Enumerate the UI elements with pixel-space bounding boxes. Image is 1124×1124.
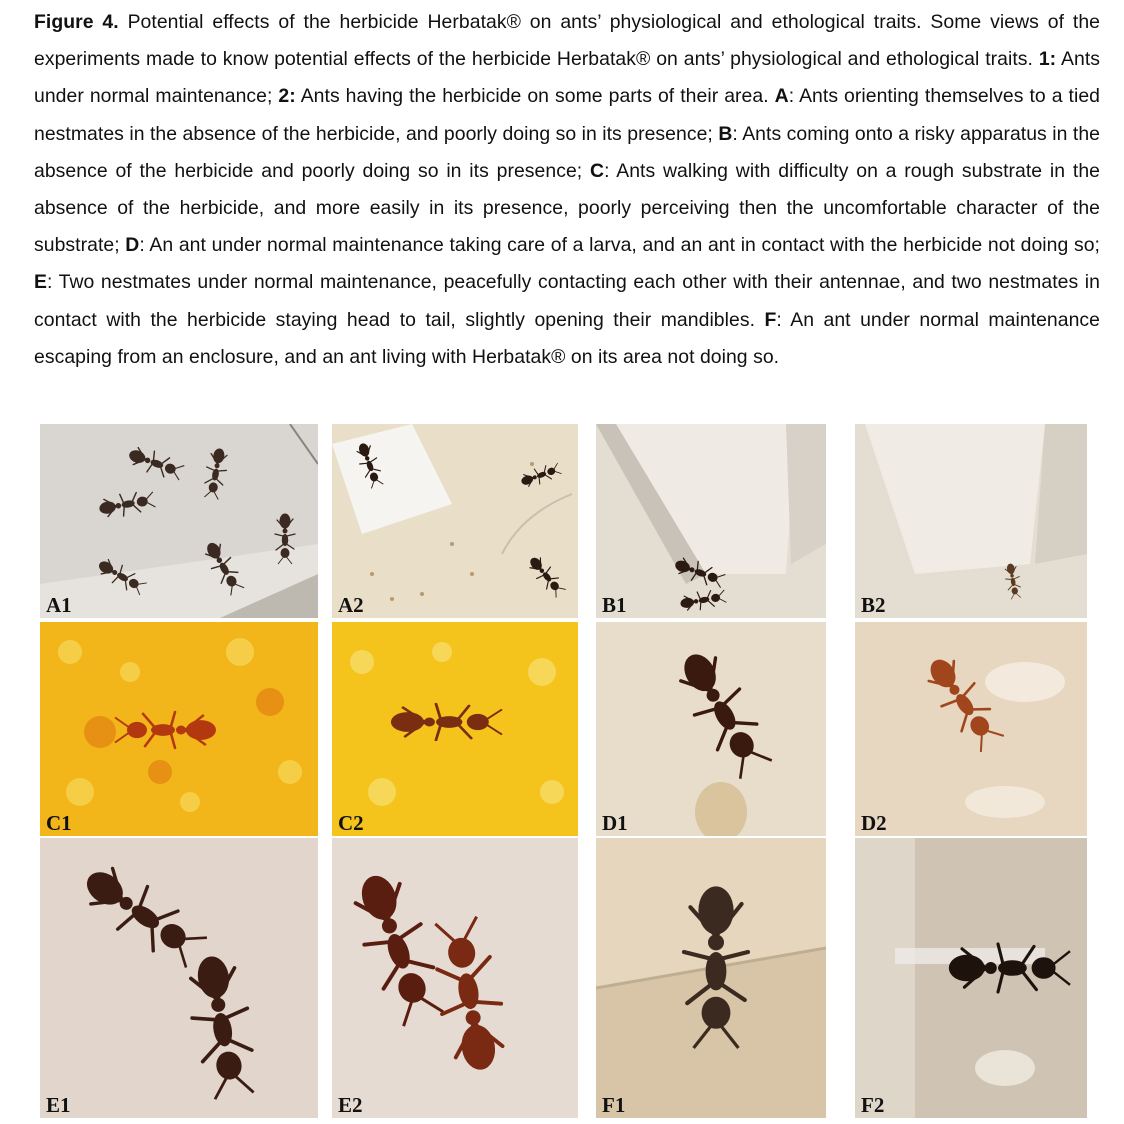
caption-key-b: B	[718, 122, 733, 145]
caption-text-e: : Two nestmates under normal maintenance, peacefully contacting each other with their antennae, and two nestmates in contact with the herbicide staying head to tail, slightly opening their mandibles.	[34, 271, 1100, 331]
panel-f1	[596, 838, 826, 1118]
panel-label-d1: D1	[602, 811, 628, 835]
figure-caption	[34, 4, 1100, 376]
photo-a1	[40, 424, 318, 618]
panel-label-f2: F2	[861, 1093, 885, 1117]
panel-a1	[40, 424, 318, 618]
caption-text-c: : Ants walking with difficulty on a rough substrate in the absence of the herbicide, and more easily in its presence, poorly perceiving then the uncomfortable character of the substrate;	[34, 159, 1100, 257]
caption-intro: Potential effects of the herbicide Herbatak® on ants’ physiological and ethological traits. Some views of the experiments made to know potential effects of the herbicide Herbatak® on ants’ physiological and ethological traits.	[34, 11, 1100, 71]
panel-a2	[332, 424, 578, 618]
panel-d1	[596, 622, 826, 836]
panel-label-c2: C2	[338, 811, 364, 835]
photo-d2	[855, 622, 1087, 836]
panel-label-e1: E1	[46, 1093, 71, 1117]
panel-label-b2: B2	[861, 593, 886, 617]
caption-key-a: A	[774, 85, 789, 108]
photo-b1	[596, 424, 826, 618]
panel-f2	[855, 838, 1087, 1118]
panel-label-f1: F1	[602, 1093, 626, 1117]
panel-e2	[332, 838, 578, 1118]
caption-key-e: E	[34, 271, 47, 294]
photo-c2	[332, 622, 578, 836]
panel-b2	[855, 424, 1087, 618]
photo-f2	[855, 838, 1087, 1118]
panel-c1	[40, 622, 318, 836]
caption-text-f: : An ant under normal maintenance escaping from an enclosure, and an ant living with Herbatak® on its area not doing so.	[34, 308, 1101, 368]
panel-label-a1: A1	[46, 593, 72, 617]
photo-f1	[596, 838, 826, 1118]
caption-text-2: Ants having the herbicide on some parts of their area.	[295, 85, 775, 108]
panel-label-b1: B1	[602, 593, 627, 617]
photo-e2	[332, 838, 578, 1118]
panel-b1	[596, 424, 826, 618]
panel-c2	[332, 622, 578, 836]
photo-a2	[332, 424, 578, 618]
panel-label-c1: C1	[46, 811, 72, 835]
caption-key-d: D	[125, 234, 140, 257]
figure-label: Figure 4.	[34, 11, 119, 33]
photo-e1	[40, 838, 318, 1118]
panel-label-a2: A2	[338, 593, 364, 617]
caption-key-f: F	[764, 308, 777, 331]
photo-grid	[40, 424, 1092, 1118]
caption-text-a: : Ants orienting themselves to a tied nestmates in the absence of the herbicide, and poorly doing so in its presence;	[34, 85, 1100, 145]
panel-d2	[855, 622, 1087, 836]
photo-d1	[596, 622, 826, 836]
caption-key-2: 2:	[278, 85, 296, 108]
photo-c1	[40, 622, 318, 836]
panel-e1	[40, 838, 318, 1118]
caption-text-1: Ants under normal maintenance;	[34, 48, 1100, 108]
caption-text-d: : An ant under normal maintenance taking care of a larva, and an ant in contact with the herbicide not doing so;	[139, 234, 1100, 257]
photo-b2	[855, 424, 1087, 618]
panel-label-d2: D2	[861, 811, 887, 835]
caption-text-b: : Ants coming onto a risky apparatus in the absence of the herbicide and poorly doing so in its presence;	[34, 122, 1100, 182]
panel-label-e2: E2	[338, 1093, 363, 1117]
caption-key-1: 1:	[1038, 48, 1057, 71]
caption-key-c: C	[590, 159, 605, 182]
